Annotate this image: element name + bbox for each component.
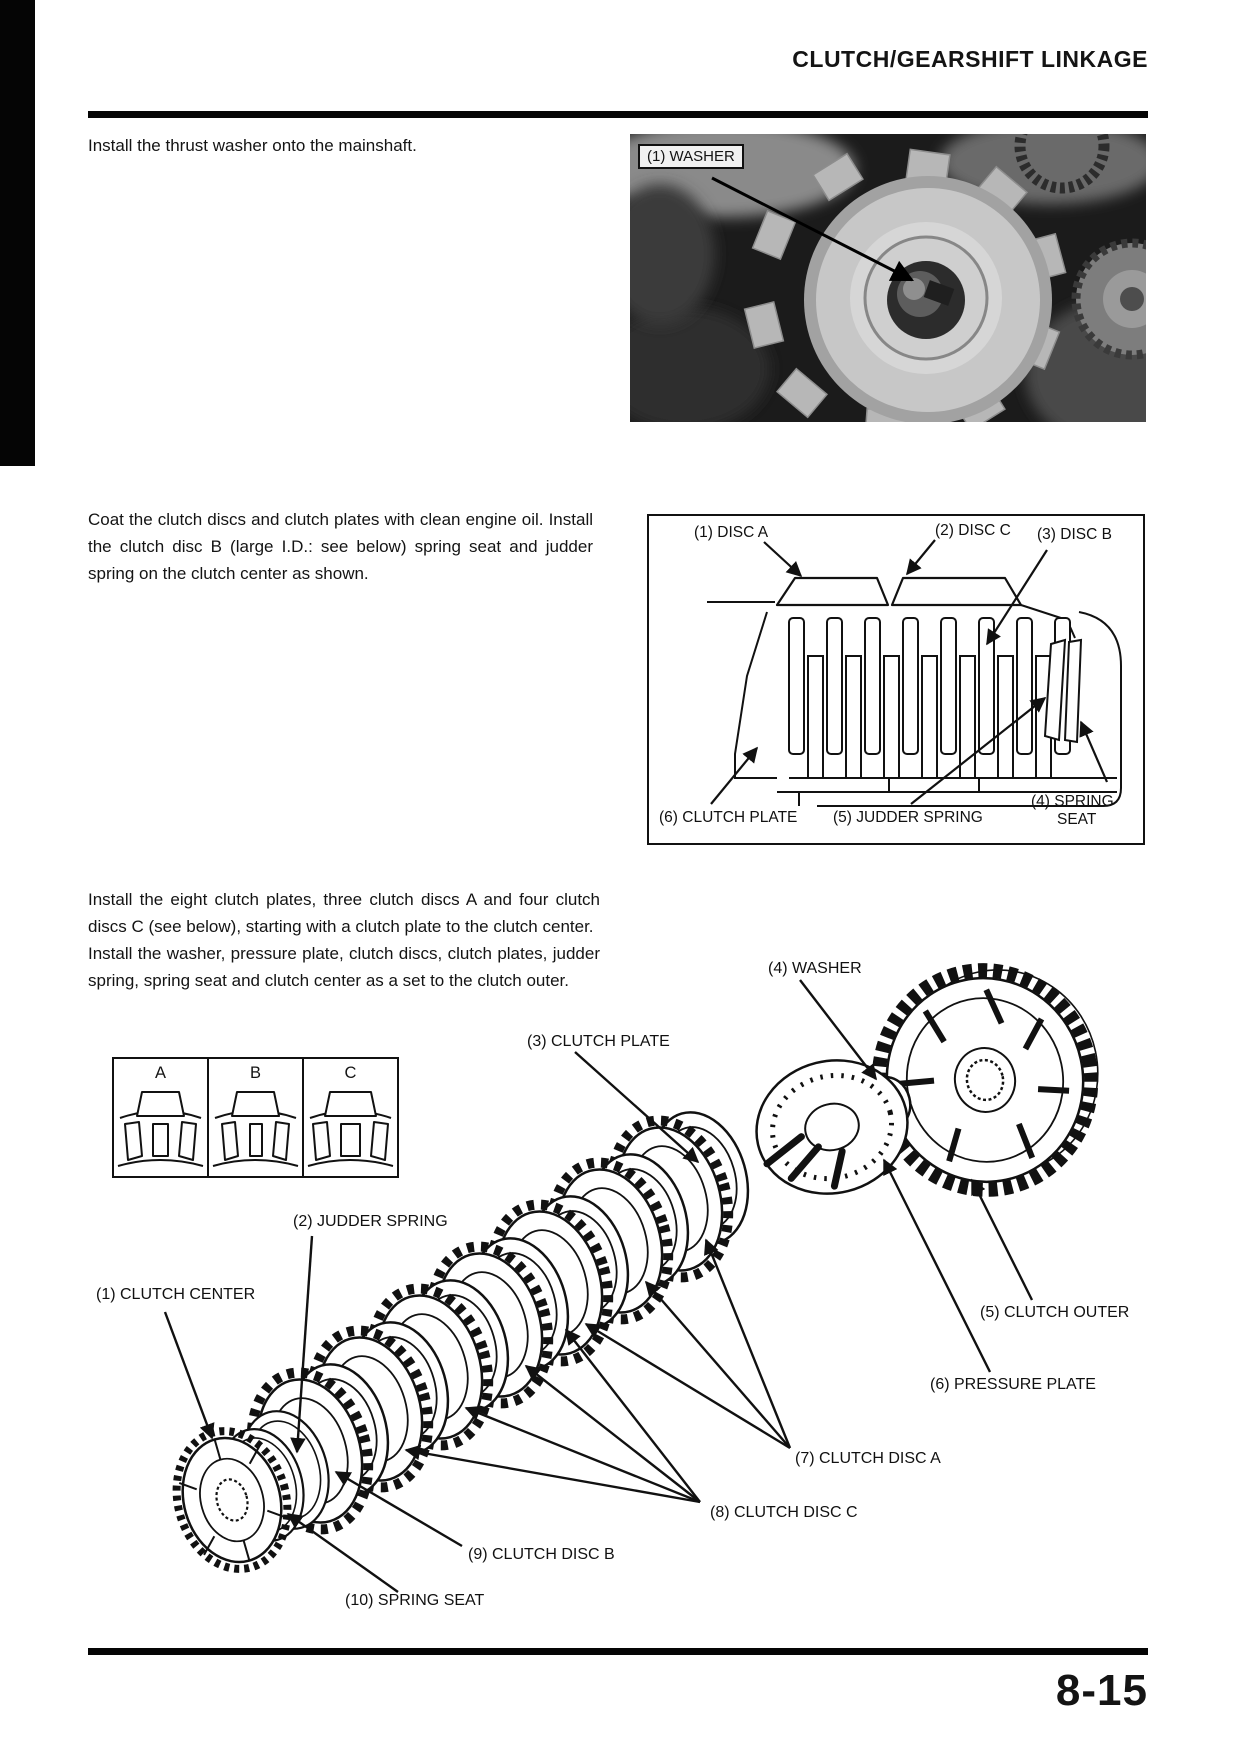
footer-rule [88, 1648, 1148, 1655]
xsec-label-disc-b: (3) DISC B [1037, 526, 1112, 543]
xsec-label-spring-seat-2: SEAT [1057, 811, 1097, 828]
instruction-paragraph-2: Coat the clutch discs and clutch plates with clean engine oil. Install the clutch disc B (large I.D.: see below) spring seat and judder spring on the clutch center as shown. [88, 510, 593, 583]
exploded-label-pressure-plate: (6) PRESSURE PLATE [930, 1376, 1096, 1393]
clutch-outer-drawing [858, 949, 1119, 1210]
clutch-photo-illustration [630, 134, 1146, 422]
exploded-label-clutch-outer: (5) CLUTCH OUTER [980, 1304, 1130, 1321]
xsec-label-spring-seat-1: (4) SPRING [1031, 793, 1114, 810]
photo-label-washer: (1) WASHER [638, 144, 744, 169]
header-rule [88, 111, 1148, 118]
scan-edge-artifact [0, 0, 35, 466]
exploded-label-spring-seat: (10) SPRING SEAT [345, 1592, 485, 1609]
xsec-label-judder-spring: (5) JUDDER SPRING [833, 809, 983, 826]
exploded-label-washer: (4) WASHER [768, 960, 862, 977]
xsec-label-clutch-plate: (6) CLUTCH PLATE [659, 809, 798, 826]
instruction-paragraph-3b: Install the washer, pressure plate, clutch discs, clutch plates, judder spring, spring seat and clutch center as a set to the clutch outer. [88, 944, 600, 990]
exploded-label-clutch-disc-c: (8) CLUTCH DISC C [710, 1504, 858, 1521]
exploded-label-clutch-center: (1) CLUTCH CENTER [96, 1286, 256, 1303]
instruction-paragraph-1: Install the thrust washer onto the mainshaft. [88, 136, 417, 155]
instruction-paragraph-3a: Install the eight clutch plates, three clutch discs A and four clutch discs C (see below), starting with a clutch plate to the clutch center. [88, 890, 600, 936]
cross-section-diagram [647, 514, 1145, 845]
xsec-label-disc-c: (2) DISC C [935, 522, 1011, 539]
disc-type-letter-a: A [154, 1064, 166, 1082]
clutch-photo [630, 134, 1146, 422]
page-title: CLUTCH/GEARSHIFT LINKAGE [792, 46, 1148, 72]
exploded-label-judder-spring: (2) JUDDER SPRING [293, 1213, 448, 1230]
page-number: 8-15 [1055, 1666, 1148, 1715]
disc-c-profile [892, 578, 1021, 605]
exploded-label-clutch-disc-a: (7) CLUTCH DISC A [795, 1450, 941, 1467]
disc-a-profile [777, 578, 888, 605]
exploded-label-clutch-plate: (3) CLUTCH PLATE [527, 1033, 670, 1050]
xsec-label-disc-a: (1) DISC A [694, 524, 769, 541]
exploded-label-clutch-disc-b: (9) CLUTCH DISC B [468, 1546, 615, 1563]
disc-type-letter-b: B [249, 1064, 261, 1082]
disc-type-letter-c: C [344, 1064, 357, 1082]
